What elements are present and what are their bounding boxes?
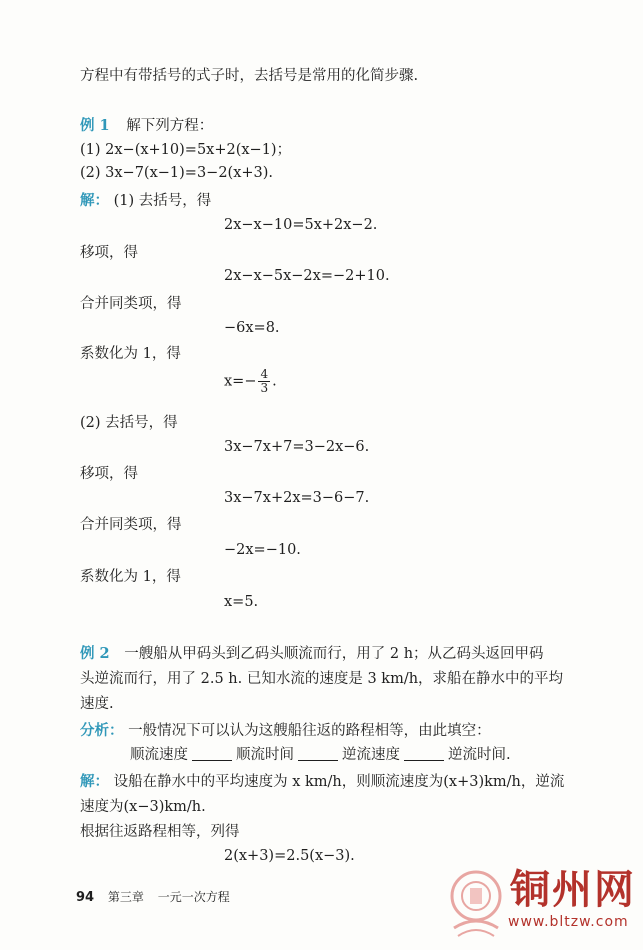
- example2-equation: 2(x+3)=2.5(x−3).: [224, 848, 355, 864]
- fill-in-line: [130, 745, 511, 765]
- example2-sol-line3: 根据往返路程相等，列得: [80, 824, 240, 840]
- example2-solution-line1: [80, 772, 564, 792]
- example2-text-line1: 一艘船从甲码头到乙码头顺流而行，用了 2 h；从乙码头返回甲码: [124, 646, 544, 662]
- page-footer: [76, 888, 230, 905]
- fraction-numerator: 4: [260, 367, 269, 381]
- analysis-label: 分析：: [80, 722, 124, 739]
- part1-combine: 合并同类项，得: [80, 296, 182, 312]
- page-number: 94: [76, 890, 95, 905]
- example2-sol-line1: 设船在静水中的平均速度为 x km/h，则顺流速度为(x+3)km/h，逆流: [113, 774, 565, 790]
- part1-equation-4: [224, 368, 277, 395]
- example1-heading: [80, 116, 213, 136]
- example2-text-line3: 速度.: [80, 696, 114, 712]
- part2-equation-2: 3x−7x+2x=3−6−7.: [224, 490, 370, 506]
- example1-solution-start: [80, 191, 211, 211]
- part2-step1: (2) 去括号，得: [80, 415, 178, 431]
- fill-upstream-time: 逆流时间.: [448, 747, 511, 763]
- example1-task: 解下列方程：: [126, 118, 214, 134]
- fill-blank-2[interactable]: [298, 760, 338, 761]
- part2-equation-1: 3x−7x+7=3−2x−6.: [224, 439, 370, 455]
- example1-problem-2: (2) 3x−7(x−1)=3−2(x+3).: [80, 165, 274, 181]
- fraction: [258, 368, 270, 395]
- part1-equation-2: 2x−x−5x−2x=−2+10.: [224, 268, 390, 284]
- fill-blank-1[interactable]: [192, 760, 232, 761]
- example1-problem-1: (1) 2x−(x+10)=5x+2(x−1)；: [80, 142, 292, 158]
- part1-coef-one: 系数化为 1，得: [80, 346, 181, 362]
- chapter-title: 一元一次方程: [157, 890, 230, 904]
- analysis-line: [80, 721, 491, 741]
- watermark-name: 铜州网: [510, 866, 636, 913]
- part2-equation-4: x=5.: [224, 594, 259, 610]
- part1-step1: (1) 去括号，得: [113, 193, 212, 209]
- part2-move-terms: 移项，得: [80, 466, 138, 482]
- part1-eq4-lhs: x=−: [224, 373, 257, 390]
- example1-solution-label: 解：: [80, 192, 109, 209]
- fill-downstream-time: 顺流时间: [236, 747, 294, 763]
- watermark-logo-icon: [448, 866, 504, 938]
- intro-line: 方程中有带括号的式子时，去括号是常用的化简步骤.: [80, 68, 419, 84]
- watermark-url: www.bltzw.com: [508, 914, 629, 930]
- example2-sol-line2: 速度为(x−3)km/h.: [80, 799, 206, 815]
- part2-equation-3: −2x=−10.: [224, 542, 301, 558]
- part1-equation-3: −6x=8.: [224, 320, 280, 336]
- example2-line1: [80, 644, 544, 664]
- example1-label: 例 1: [80, 117, 110, 134]
- chapter-number: 第三章: [107, 890, 144, 904]
- example2-solution-label: 解：: [80, 773, 109, 790]
- fill-downstream-speed: 顺流速度: [130, 747, 188, 763]
- fill-blank-3[interactable]: [404, 760, 444, 761]
- analysis-text: 一般情况下可以认为这艘船往返的路程相等，由此填空：: [128, 723, 491, 739]
- example2-label: 例 2: [80, 645, 110, 662]
- example2-text-line2: 头逆流而行，用了 2.5 h. 已知水流的速度是 3 km/h，求船在静水中的平均: [80, 671, 564, 687]
- part1-equation-1: 2x−x−10=5x+2x−2.: [224, 217, 378, 233]
- part2-combine: 合并同类项，得: [80, 517, 182, 533]
- fill-upstream-speed: 逆流速度: [342, 747, 400, 763]
- fraction-denominator: 3: [260, 381, 269, 395]
- part1-move-terms: 移项，得: [80, 245, 138, 261]
- part1-eq4-end: .: [272, 373, 277, 390]
- watermark: [448, 858, 638, 946]
- part2-coef-one: 系数化为 1，得: [80, 569, 181, 585]
